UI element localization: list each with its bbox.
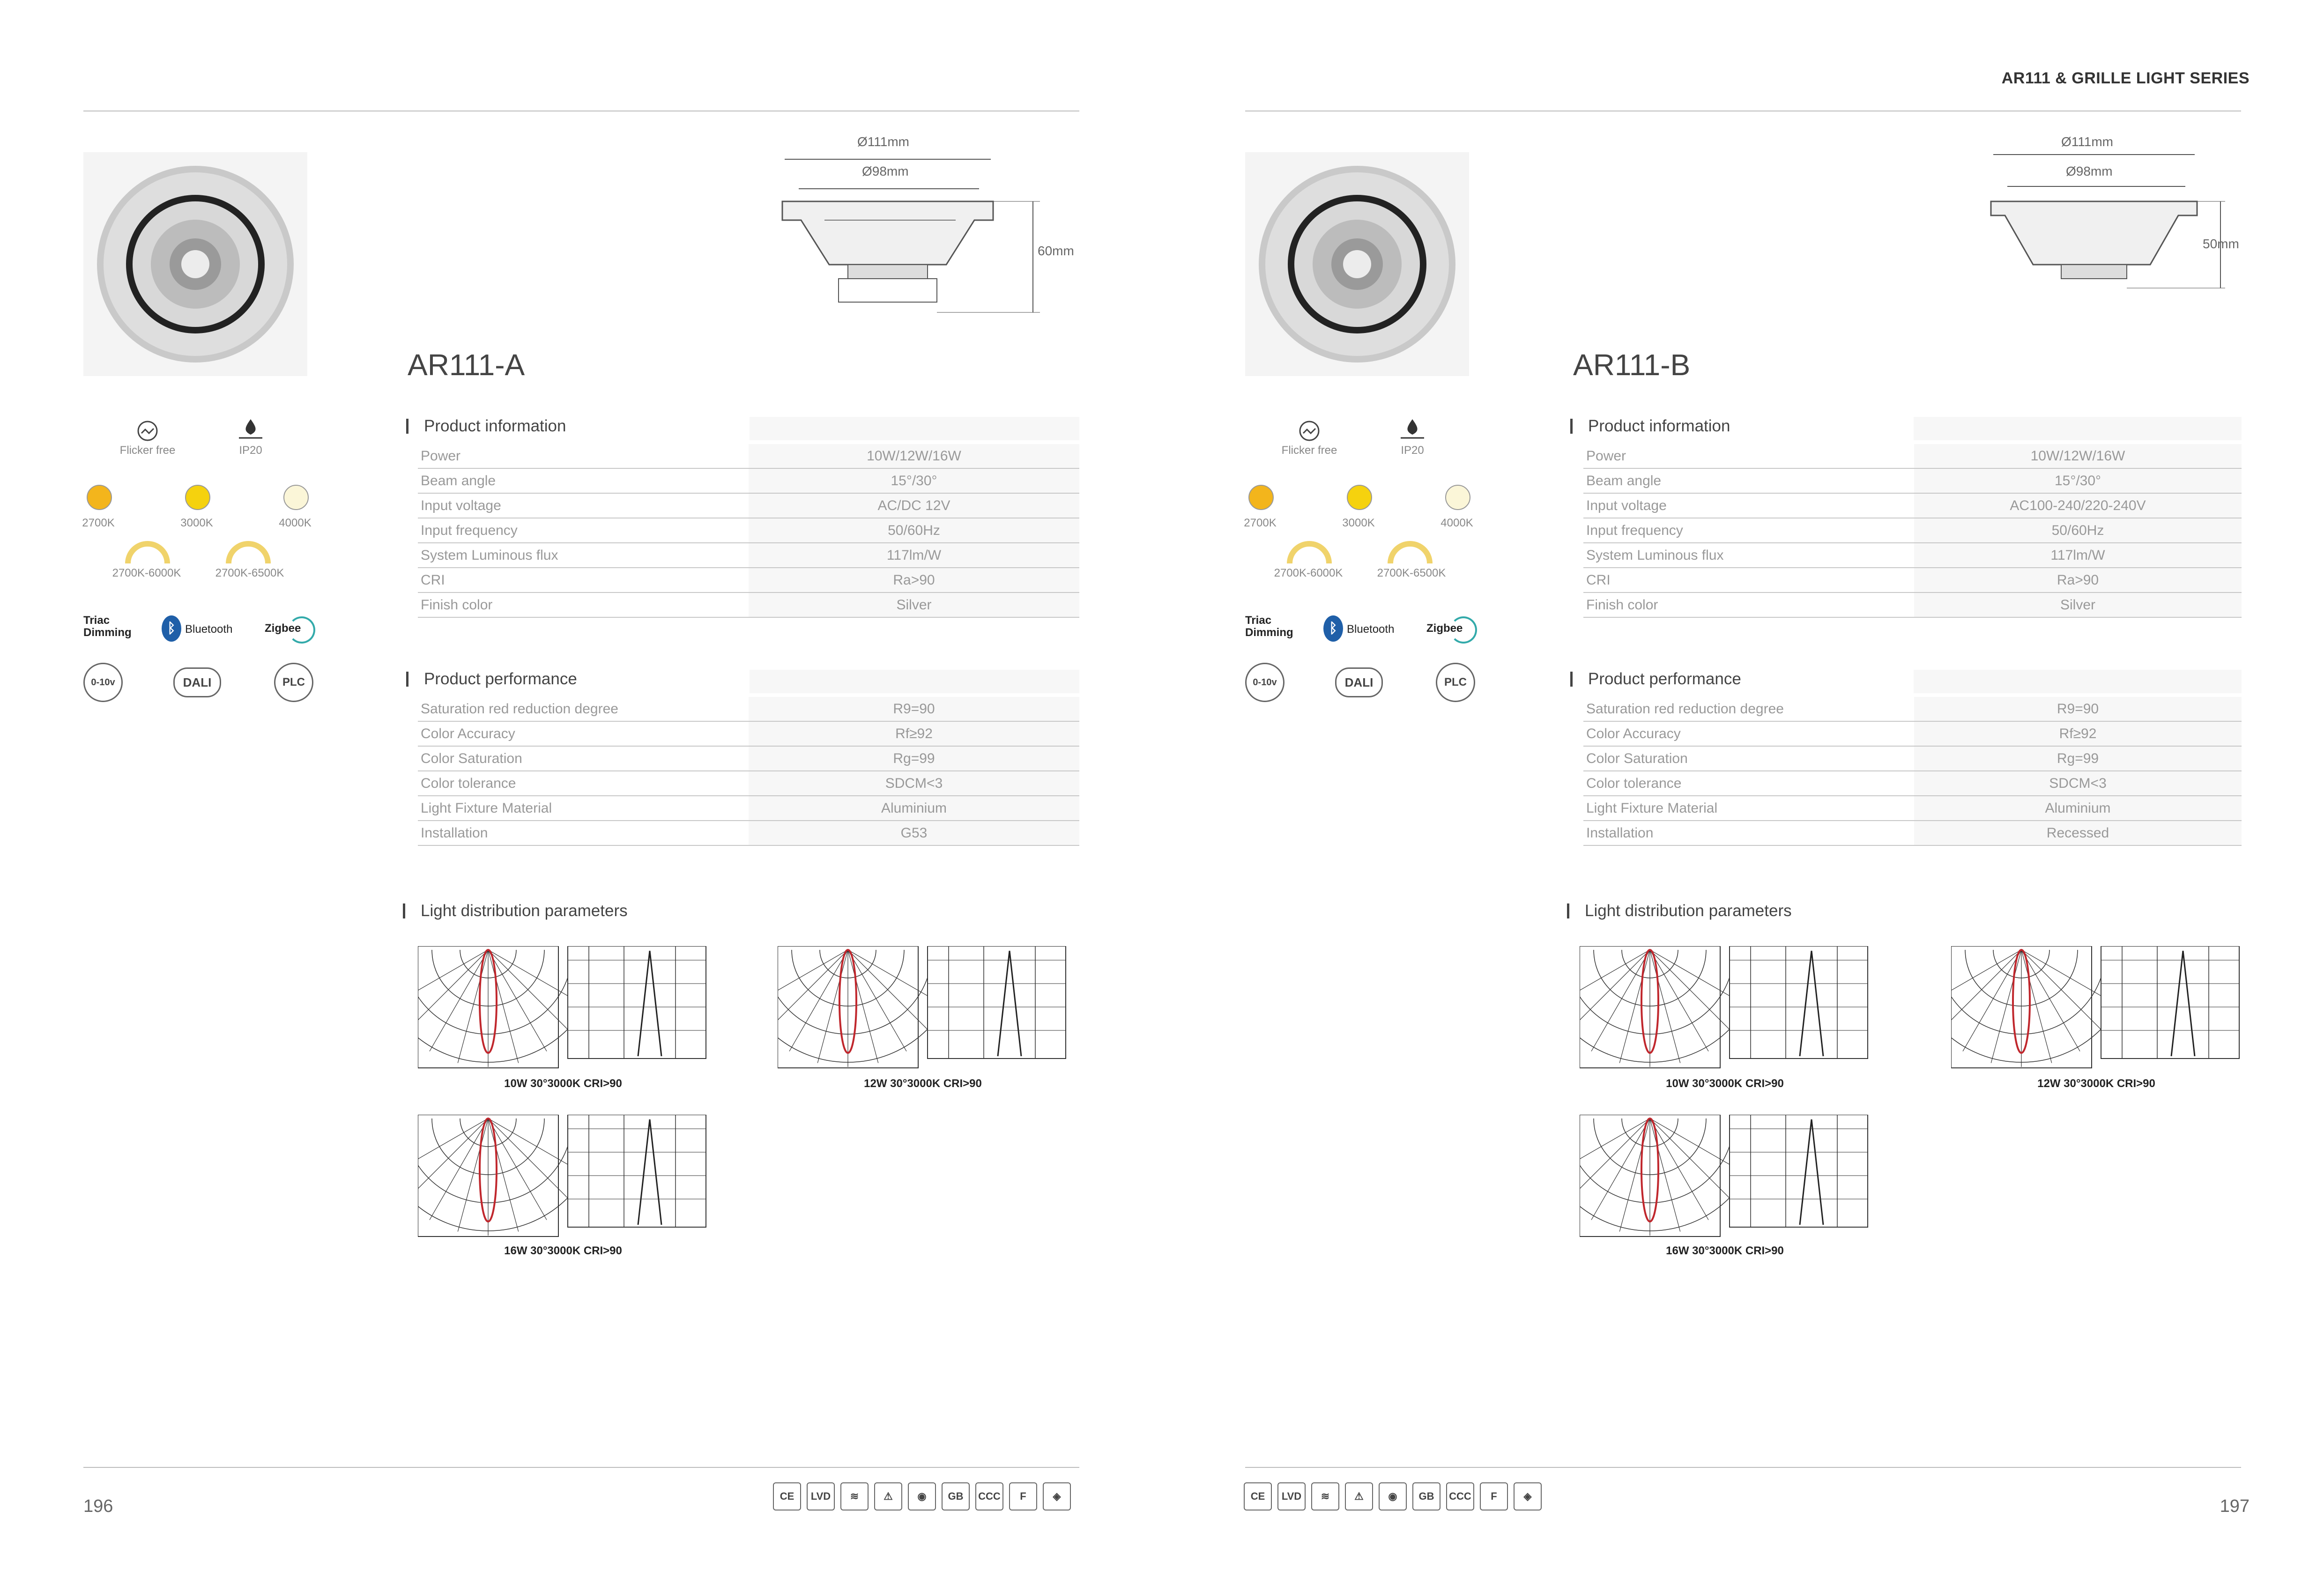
- certification-mark-icon: CCC: [1446, 1482, 1474, 1510]
- spec-value: 117lm/W: [1914, 543, 2242, 568]
- spec-value: Aluminium: [1914, 796, 2242, 821]
- table-row: [418, 771, 1079, 796]
- triac-dimming-label: Triac Dimming: [1245, 614, 1293, 639]
- tunable-2700-6500-label: 2700K-6500K: [215, 567, 284, 579]
- table-row: [418, 518, 1079, 543]
- spec-value: Rf≥92: [749, 721, 1079, 746]
- dimension-outer: Ø111mm: [2061, 134, 2113, 149]
- tunable-white-icon: [1286, 538, 1333, 568]
- performance-table: [1583, 697, 2242, 846]
- spec-label: Beam angle: [418, 468, 749, 493]
- certification-mark-icon: CE: [1244, 1482, 1272, 1510]
- table-row: [1583, 518, 2242, 543]
- dimension-inner: Ø98mm: [862, 164, 909, 178]
- spec-value: 117lm/W: [749, 543, 1079, 568]
- table-row: [418, 444, 1079, 468]
- product-info-table: [1583, 444, 2242, 618]
- model-name: AR111-B: [1573, 348, 1691, 382]
- dimension-height: 60mm: [1038, 244, 1074, 258]
- spec-value: R9=90: [749, 697, 1079, 721]
- tunable-2700-6000-label: 2700K-6000K: [112, 567, 181, 579]
- table-header-shade: [1914, 417, 2242, 440]
- cct-3000k-swatch: [185, 485, 210, 510]
- dim-010v-badge: 0-10v: [83, 663, 123, 702]
- tunable-2700-6500-label: 2700K-6500K: [1377, 567, 1446, 579]
- certification-mark-icon: ≋: [1311, 1482, 1339, 1510]
- table-row: [1583, 746, 2242, 771]
- tunable-white-icon: [225, 538, 272, 568]
- certification-marks: [773, 1482, 1082, 1515]
- cct-2700k-label: 2700K: [82, 517, 115, 529]
- spec-value: Ra>90: [749, 568, 1079, 592]
- table-header-shade: [750, 417, 1079, 440]
- triac-dimming-label: Triac Dimming: [83, 614, 132, 639]
- spec-value: 15°/30°: [749, 468, 1079, 493]
- light-distribution-diagram: [1580, 1115, 1870, 1244]
- ip-rating-label: IP20: [1401, 444, 1424, 457]
- spec-value: Rg=99: [1914, 746, 2242, 771]
- light-distribution-diagram: [1580, 946, 1870, 1075]
- table-row: [418, 543, 1079, 568]
- table-row: [1583, 493, 2242, 518]
- spec-value: G53: [749, 821, 1079, 845]
- table-row: [418, 568, 1079, 592]
- dimension-drawing: [1986, 131, 2324, 318]
- table-row: [418, 746, 1079, 771]
- dimension-height: 50mm: [2203, 237, 2239, 251]
- cct-2700k-label: 2700K: [1244, 517, 1277, 529]
- spec-label: Finish color: [1583, 592, 1914, 617]
- bottom-rule-left: [83, 1467, 1079, 1468]
- certification-mark-icon: ⚠: [1345, 1482, 1373, 1510]
- ip-rating-icon: [237, 417, 265, 445]
- spec-label: Color Accuracy: [418, 721, 749, 746]
- diagram-caption: 16W 30°3000K CRI>90: [504, 1244, 622, 1257]
- diagram-caption: 10W 30°3000K CRI>90: [504, 1077, 622, 1090]
- performance-title: Product performance: [1588, 670, 1741, 688]
- spec-value: AC/DC 12V: [749, 493, 1079, 518]
- spec-label: Saturation red reduction degree: [1583, 697, 1914, 721]
- performance-table: [418, 697, 1079, 846]
- zigbee-icon: [1450, 616, 1477, 644]
- table-row: [1583, 697, 2242, 721]
- page-number: 196: [83, 1496, 113, 1516]
- certification-mark-icon: ≋: [840, 1482, 869, 1510]
- plc-badge: PLC: [274, 663, 313, 702]
- table-row: [1583, 796, 2242, 821]
- table-row: [418, 592, 1079, 617]
- table-row: [1583, 592, 2242, 617]
- diagram-caption: 12W 30°3000K CRI>90: [864, 1077, 982, 1090]
- model-name: AR111-A: [408, 348, 525, 382]
- spec-label: Beam angle: [1583, 468, 1914, 493]
- performance-title: Product performance: [424, 670, 577, 688]
- spec-label: CRI: [1583, 568, 1914, 592]
- spec-label: Light Fixture Material: [1583, 796, 1914, 821]
- table-header-shade: [1914, 670, 2242, 693]
- zigbee-label: Zigbee: [1426, 622, 1463, 635]
- table-row: [1583, 771, 2242, 796]
- tunable-white-icon: [1387, 538, 1433, 568]
- page-number: 197: [2220, 1496, 2250, 1516]
- spec-label: System Luminous flux: [418, 543, 749, 568]
- cct-2700k-swatch: [87, 485, 112, 510]
- table-row: [418, 721, 1079, 746]
- cct-4000k-label: 4000K: [1440, 517, 1473, 529]
- bottom-rule-right: [1245, 1467, 2241, 1468]
- product-info-table: [418, 444, 1079, 618]
- table-row: [1583, 543, 2242, 568]
- spec-value: Rg=99: [749, 746, 1079, 771]
- spec-label: Input voltage: [1583, 493, 1914, 518]
- bluetooth-label: Bluetooth: [1347, 623, 1395, 636]
- spec-value: Silver: [1914, 592, 2242, 617]
- spec-label: Power: [418, 444, 749, 468]
- ip-rating-icon: [1398, 417, 1426, 445]
- product-info-title: Product information: [424, 417, 566, 435]
- dali-badge: DALI: [1335, 667, 1383, 697]
- spec-label: Input frequency: [1583, 518, 1914, 543]
- table-row: [1583, 444, 2242, 468]
- spec-label: Saturation red reduction degree: [418, 697, 749, 721]
- spec-value: AC100-240/220-240V: [1914, 493, 2242, 518]
- flicker-free-icon: [136, 419, 159, 445]
- table-row: [418, 796, 1079, 821]
- table-row: [1583, 821, 2242, 845]
- cct-3000k-swatch: [1347, 485, 1372, 510]
- cct-4000k-swatch: [283, 485, 309, 510]
- certification-mark-icon: CE: [773, 1482, 801, 1510]
- cct-4000k-swatch: [1445, 485, 1470, 510]
- tunable-white-icon: [124, 538, 171, 568]
- dim-010v-badge: 0-10v: [1245, 663, 1285, 702]
- flicker-free-label: Flicker free: [119, 444, 176, 457]
- spec-label: System Luminous flux: [1583, 543, 1914, 568]
- light-distribution-title: Light distribution parameters: [1585, 902, 1792, 920]
- zigbee-icon: [288, 616, 315, 644]
- series-title: AR111 & GRILLE LIGHT SERIES: [2001, 69, 2250, 87]
- table-row: [1583, 721, 2242, 746]
- table-row: [418, 697, 1079, 721]
- spec-label: Input frequency: [418, 518, 749, 543]
- spec-value: 10W/12W/16W: [749, 444, 1079, 468]
- light-distribution-diagram: [418, 1115, 708, 1244]
- bluetooth-icon: ᛒ: [1323, 615, 1343, 642]
- certification-mark-icon: F: [1009, 1482, 1037, 1510]
- cct-2700k-swatch: [1248, 485, 1274, 510]
- diagram-caption: 10W 30°3000K CRI>90: [1666, 1077, 1784, 1090]
- certification-mark-icon: ◉: [908, 1482, 936, 1510]
- table-row: [1583, 568, 2242, 592]
- product-photo: [83, 152, 307, 376]
- ip-rating-label: IP20: [239, 444, 262, 457]
- certification-mark-icon: GB: [1412, 1482, 1440, 1510]
- spec-label: Installation: [1583, 821, 1914, 845]
- spec-value: R9=90: [1914, 697, 2242, 721]
- spec-value: 50/60Hz: [1914, 518, 2242, 543]
- light-distribution-title: Light distribution parameters: [421, 902, 628, 920]
- cct-3000k-label: 3000K: [180, 517, 213, 529]
- certification-mark-icon: LVD: [1277, 1482, 1306, 1510]
- spec-label: Input voltage: [418, 493, 749, 518]
- certification-mark-icon: GB: [942, 1482, 970, 1510]
- diagram-caption: 12W 30°3000K CRI>90: [2037, 1077, 2155, 1090]
- flicker-free-label: Flicker free: [1281, 444, 1337, 457]
- spec-label: Finish color: [418, 592, 749, 617]
- flicker-free-icon: [1298, 419, 1321, 445]
- dimension-outer: Ø111mm: [857, 134, 909, 149]
- spec-value: Rf≥92: [1914, 721, 2242, 746]
- spec-label: Color tolerance: [1583, 771, 1914, 796]
- cct-3000k-label: 3000K: [1342, 517, 1375, 529]
- product-photo: [1245, 152, 1469, 376]
- spec-label: CRI: [418, 568, 749, 592]
- certification-mark-icon: LVD: [807, 1482, 835, 1510]
- product-info-title: Product information: [1588, 417, 1730, 435]
- cct-4000k-label: 4000K: [279, 517, 312, 529]
- certification-marks: [1244, 1482, 1553, 1515]
- zigbee-label: Zigbee: [265, 622, 301, 635]
- dali-badge: DALI: [173, 667, 221, 697]
- table-row: [418, 493, 1079, 518]
- certification-mark-icon: ◈: [1514, 1482, 1542, 1510]
- spec-value: SDCM<3: [749, 771, 1079, 796]
- dimension-drawing: [778, 131, 1106, 328]
- bluetooth-label: Bluetooth: [185, 623, 233, 636]
- spec-value: Recessed: [1914, 821, 2242, 845]
- certification-mark-icon: ◉: [1379, 1482, 1407, 1510]
- certification-mark-icon: CCC: [975, 1482, 1003, 1510]
- certification-mark-icon: ◈: [1043, 1482, 1071, 1510]
- spec-label: Color Saturation: [418, 746, 749, 771]
- spec-label: Light Fixture Material: [418, 796, 749, 821]
- tunable-2700-6000-label: 2700K-6000K: [1274, 567, 1343, 579]
- spec-value: 15°/30°: [1914, 468, 2242, 493]
- bluetooth-icon: ᛒ: [162, 615, 181, 642]
- spec-value: SDCM<3: [1914, 771, 2242, 796]
- spec-label: Color tolerance: [418, 771, 749, 796]
- spec-value: Silver: [749, 592, 1079, 617]
- plc-badge: PLC: [1436, 663, 1475, 702]
- spec-label: Installation: [418, 821, 749, 845]
- spec-label: Color Saturation: [1583, 746, 1914, 771]
- table-row: [418, 821, 1079, 845]
- spec-value: 50/60Hz: [749, 518, 1079, 543]
- spec-value: Aluminium: [749, 796, 1079, 821]
- light-distribution-diagram: [778, 946, 1068, 1075]
- certification-mark-icon: ⚠: [874, 1482, 902, 1510]
- light-distribution-diagram: [1951, 946, 2242, 1075]
- diagram-caption: 16W 30°3000K CRI>90: [1666, 1244, 1784, 1257]
- spec-value: Ra>90: [1914, 568, 2242, 592]
- certification-mark-icon: F: [1480, 1482, 1508, 1510]
- spec-label: Color Accuracy: [1583, 721, 1914, 746]
- dimension-inner: Ø98mm: [2066, 164, 2113, 178]
- table-row: [418, 468, 1079, 493]
- table-header-shade: [750, 670, 1079, 693]
- light-distribution-diagram: [418, 946, 708, 1075]
- spec-value: 10W/12W/16W: [1914, 444, 2242, 468]
- spec-label: Power: [1583, 444, 1914, 468]
- table-row: [1583, 468, 2242, 493]
